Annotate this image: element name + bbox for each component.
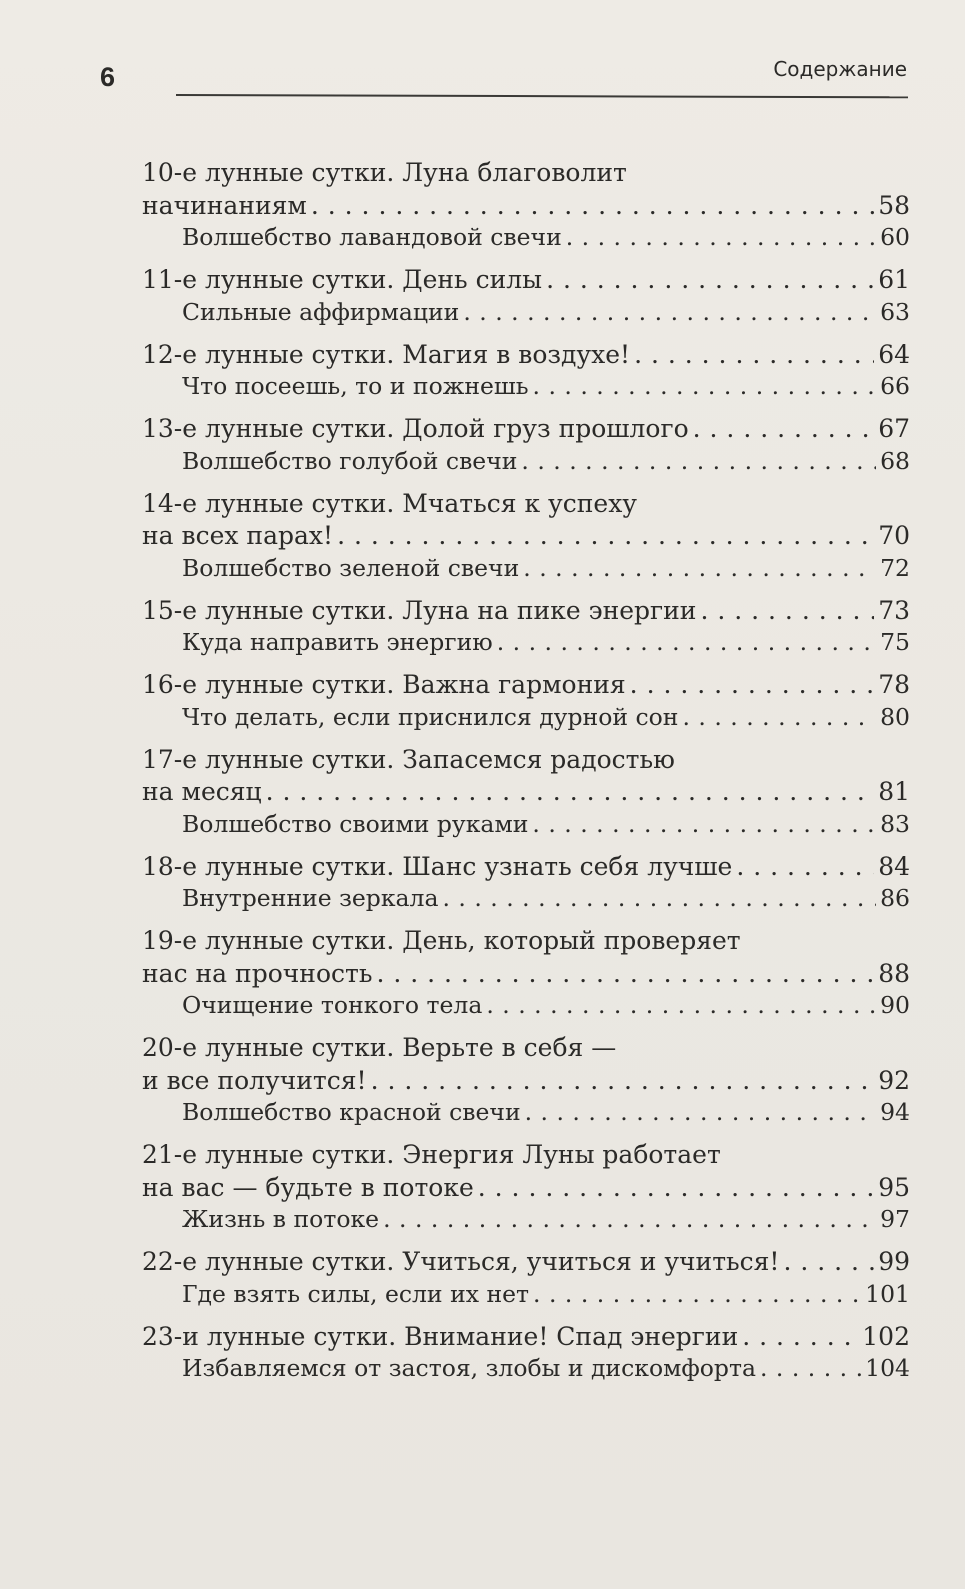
toc-subentry-title: Куда направить энергию — [182, 628, 493, 656]
dot-leader — [760, 1353, 861, 1384]
toc-page-number: 68 — [880, 446, 910, 475]
dot-leader — [371, 1065, 875, 1098]
toc-entry-title: 21-е лунные сутки. Энергия Луны работает — [142, 1140, 721, 1169]
toc-entry-title: 12-е лунные сутки. Магия в воздухе! — [142, 339, 631, 369]
toc-page-number: 73 — [878, 595, 910, 625]
dot-leader — [546, 264, 874, 297]
toc-page-number: 101 — [865, 1279, 910, 1308]
toc-entry-title: 23-и лунные сутки. Внимание! Спад энергии — [142, 1321, 739, 1351]
toc-entry-title-line — [130, 776, 910, 809]
toc-subentry — [130, 297, 910, 328]
toc-entry — [130, 1139, 910, 1235]
toc-subentry — [130, 990, 910, 1021]
dot-leader — [682, 702, 876, 733]
section-title: Содержание — [773, 57, 907, 81]
toc-page-number: 95 — [878, 1172, 910, 1202]
toc-subentry — [130, 446, 910, 477]
toc-subentry-title: Волшебство зеленой свечи — [182, 553, 520, 582]
toc-subentry-title: Сильные аффирмации — [182, 297, 460, 326]
toc-entry-title: 10-е лунные сутки. Луна благоволит — [142, 158, 627, 187]
dot-leader — [693, 413, 875, 446]
toc-entry-title-line — [130, 1321, 910, 1354]
dot-leader — [630, 669, 875, 702]
toc-entry — [130, 1032, 910, 1128]
dot-leader — [337, 520, 874, 553]
toc-page-number: 99 — [878, 1247, 910, 1276]
toc-entry-title-line — [130, 1246, 910, 1279]
toc-subentry-title: Очищение тонкого тела — [182, 991, 483, 1019]
toc-entry — [130, 595, 910, 659]
toc-entry-title-line — [130, 595, 910, 628]
table-of-contents — [130, 157, 910, 1395]
toc-subentry-title: Избавляемся от застоя, злобы и дискомфорта — [182, 1354, 756, 1382]
dot-leader — [383, 1204, 876, 1235]
toc-entry — [130, 1246, 910, 1310]
toc-entry-title: 18-е лунные сутки. Шанс узнать себя лучше — [142, 851, 733, 881]
dot-leader — [700, 595, 874, 628]
dot-leader — [783, 1246, 874, 1279]
toc-entry-title: 22-е лунные сутки. Учиться, учиться и учиться! — [142, 1247, 780, 1276]
toc-page-number: 86 — [880, 884, 910, 912]
toc-subentry-title: Жизнь в потоке — [182, 1205, 380, 1233]
toc-entry-title: 20-е лунные сутки. Верьте в себя — — [142, 1033, 617, 1062]
toc-entry-title-line — [130, 744, 910, 777]
toc-entry-title-line — [130, 669, 910, 702]
dot-leader — [442, 883, 876, 914]
dot-leader — [478, 1172, 874, 1205]
toc-entry — [130, 413, 910, 477]
toc-page-number: 90 — [880, 991, 910, 1019]
toc-subentry — [130, 222, 910, 253]
toc-page-number: 92 — [878, 1065, 910, 1095]
toc-entry-title-line — [130, 958, 910, 991]
toc-entry — [130, 1321, 910, 1385]
toc-entry — [130, 488, 910, 584]
toc-entry-title-line — [130, 1032, 910, 1065]
toc-subentry-title: Волшебство своими руками — [182, 809, 529, 838]
toc-entry-title-line — [130, 851, 910, 884]
toc-entry — [130, 925, 910, 1021]
toc-subentry — [130, 553, 910, 584]
toc-page-number: 61 — [878, 265, 910, 294]
dot-leader — [634, 339, 874, 372]
toc-entry-title-line — [130, 1172, 910, 1205]
dot-leader — [486, 990, 876, 1021]
toc-entry-title: начинаниям — [142, 190, 307, 220]
toc-entry-title: 11-е лунные сутки. День силы — [142, 265, 543, 294]
header-rule — [176, 94, 908, 98]
toc-page-number: 58 — [878, 190, 910, 220]
toc-entry-title: 16-е лунные сутки. Важна гармония — [142, 670, 626, 699]
toc-page-number: 83 — [880, 809, 910, 838]
dot-leader — [311, 190, 874, 223]
toc-entry-title: 17-е лунные сутки. Запасемся радостью — [142, 744, 675, 774]
toc-subentry — [130, 702, 910, 733]
toc-entry — [130, 264, 910, 328]
dot-leader — [463, 297, 876, 328]
toc-page-number: 70 — [878, 521, 910, 550]
toc-entry-title-line — [130, 190, 910, 223]
toc-page-number: 97 — [880, 1205, 910, 1233]
toc-entry-title-line — [130, 413, 910, 446]
toc-entry-title-line — [130, 1139, 910, 1172]
toc-entry — [130, 851, 910, 915]
toc-page-number: 94 — [880, 1098, 910, 1126]
toc-page-number: 72 — [880, 553, 910, 582]
toc-page-number: 81 — [878, 777, 910, 806]
toc-subentry — [130, 883, 910, 914]
toc-entry-title: 19-е лунные сутки. День, который проверяет — [142, 926, 741, 955]
toc-entry-title: на всех парах! — [142, 521, 334, 550]
toc-subentry — [130, 1279, 910, 1310]
dot-leader — [533, 1279, 861, 1310]
toc-subentry-title: Где взять силы, если их нет — [182, 1279, 530, 1308]
toc-entry — [130, 669, 910, 733]
dot-leader — [266, 776, 875, 809]
toc-entry-title-line — [130, 925, 910, 958]
toc-subentry — [130, 1204, 910, 1235]
dot-leader — [533, 371, 877, 402]
toc-page-number: 104 — [865, 1354, 910, 1382]
dot-leader — [532, 809, 876, 840]
toc-page-number: 67 — [878, 414, 910, 443]
toc-subentry-title: Волшебство голубой свечи — [182, 446, 518, 475]
toc-entry-title-line — [130, 520, 910, 553]
toc-subentry-title: Волшебство красной свечи — [182, 1098, 521, 1126]
toc-entry-title: нас на прочность — [142, 958, 373, 988]
toc-page-number: 88 — [878, 958, 910, 988]
dot-leader — [742, 1321, 858, 1354]
toc-page-number: 60 — [880, 223, 910, 251]
dot-leader — [376, 958, 874, 991]
page-header — [0, 0, 965, 110]
toc-subentry-title: Что посеешь, то и пожнешь — [182, 372, 529, 400]
dot-leader — [525, 1097, 876, 1128]
toc-page-number: 75 — [880, 628, 910, 656]
dot-leader — [521, 446, 876, 477]
toc-subentry — [130, 627, 910, 658]
toc-entry-title-line — [130, 1065, 910, 1098]
toc-subentry-title: Что делать, если приснился дурной сон — [182, 702, 679, 731]
toc-page-number: 63 — [880, 297, 910, 326]
toc-entry-title-line — [130, 488, 910, 521]
toc-entry-title: и все получится! — [142, 1065, 367, 1095]
dot-leader — [736, 851, 874, 884]
toc-page-number: 78 — [878, 670, 910, 699]
dot-leader — [566, 222, 876, 253]
toc-page-number: 64 — [878, 339, 910, 369]
toc-entry-title-line — [130, 339, 910, 372]
toc-subentry-title: Внутренние зеркала — [182, 884, 439, 912]
toc-subentry — [130, 1097, 910, 1128]
page-number: 6 — [100, 62, 116, 92]
dot-leader — [523, 553, 876, 584]
toc-page-number: 66 — [880, 372, 910, 400]
toc-entry-title: 15-е лунные сутки. Луна на пике энергии — [142, 595, 697, 625]
toc-entry-title: 13-е лунные сутки. Долой груз прошлого — [142, 414, 689, 443]
dot-leader — [497, 627, 876, 658]
toc-page-number: 84 — [878, 851, 910, 881]
toc-entry — [130, 339, 910, 403]
toc-subentry-title: Волшебство лавандовой свечи — [182, 223, 562, 251]
toc-subentry — [130, 1353, 910, 1384]
toc-entry — [130, 157, 910, 253]
toc-page-number: 80 — [880, 702, 910, 731]
toc-page-number: 102 — [862, 1321, 910, 1351]
toc-entry-title: на вас — будьте в потоке — [142, 1172, 474, 1202]
toc-subentry — [130, 809, 910, 840]
toc-entry-title-line — [130, 157, 910, 190]
toc-entry-title-line — [130, 264, 910, 297]
toc-subentry — [130, 371, 910, 402]
toc-entry-title: на месяц — [142, 777, 262, 806]
toc-entry — [130, 744, 910, 840]
toc-entry-title: 14-е лунные сутки. Мчаться к успеху — [142, 488, 638, 518]
